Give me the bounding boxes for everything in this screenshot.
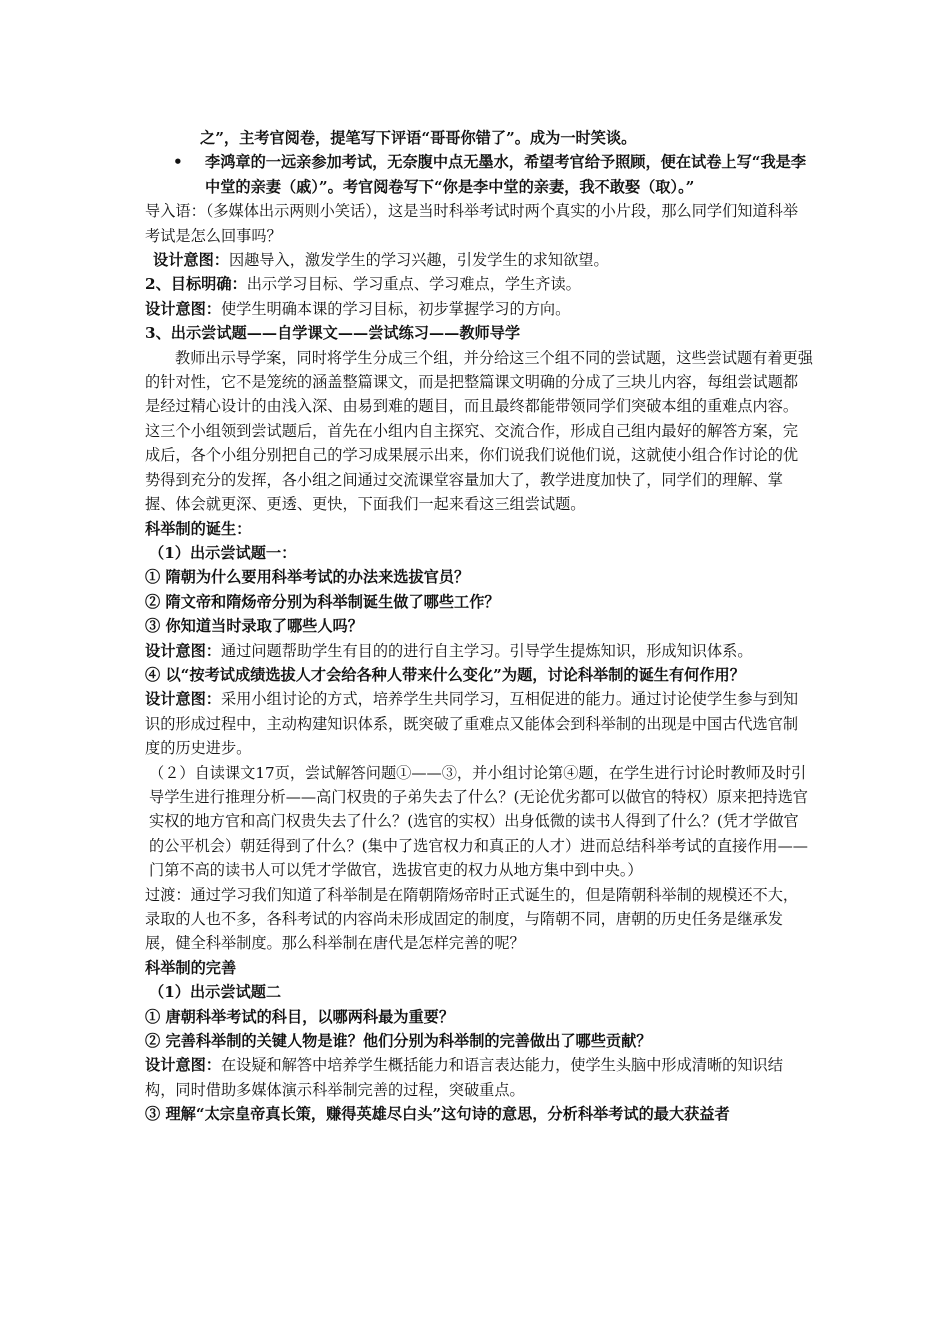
heading-perfection-of-keju: 科举制的完善 [145,958,237,977]
question-4: ④ 以“按考试成绩选拔人才会给各种人带来什么变化”为题，讨论科举制的诞生有何作用？ [145,665,745,684]
design-intent-text: 通过问题帮助学生有目的的进行自主学习。引导学生提炼知识，形成知识体系。 [220,641,753,660]
paragraph-design-intent-4 [145,687,813,760]
paragraph-goal [145,272,813,296]
question-2: ② 隋文帝和隋炀帝分别为科举制诞生做了哪些工作？ [145,592,500,611]
design-intent-label: 设计意图： [153,251,229,270]
paragraph-teacher-guide: 教师出示导学案，同时将学生分成三个组，并分给这三个组不同的尝试题，这些尝试题有着更强的针对性，它不是笼统的涵盖整篇课文，而是把整篇课文明确的分成了三块儿内容，每组尝试题都是经过精心设计的由浅入深、由易到难的题目，而且最终都能带领同学们突破本组的重难点内容。这三个小组领到尝试题后，首先在小组内自主探究、交流合作，形成自己组内最好的解答方案，完成后，各个小组分别把自己的学习成果展示出来，你们说我们说他们说，这就使小组合作讨论的优势得到充分的发挥，各小组之间通过交流课堂容量加大了，教学进度加快了，同学们的理解、掌握、体会就更深、更透、更快，下面我们一起来看这三组尝试题。 [145,348,813,514]
question-tang-3: ③ 理解“太宗皇帝真长策，赚得英雄尽白头”这句诗的意思，分析科举考试的最大获益者 [145,1105,730,1124]
design-intent-text: 使学生明确本课的学习目标，初步掌握学习的方向。 [220,299,571,318]
design-intent-label: 设计意图： [145,299,221,318]
design-intent-label: 设计意图： [145,1056,221,1075]
subheading-question-set-2: （1）出示尝试题二 [149,983,282,1002]
section-heading-3: 3、出示尝试题——自学课文——尝试练习——教师导学 [145,324,521,343]
paragraph-design-intent-5 [145,1053,813,1102]
design-intent-text: 因趣导入，激发学生的学习兴趣，引发学生的求知欲望。 [228,251,609,270]
paragraph-self-reading: （２）自读课文17页，尝试解答问题①——③，并小组讨论第④题，在学生进行讨论时教师及时引导学生进行推理分析——高门权贵的子弟失去了什么？(无论优劣都可以做官的特权）原来把持选官实权的地方官和高门权贵失去了什么？(选官的实权）出身低微的读书人得到了什么？(凭才学做官的公平机会）朝廷得到了什么？(集中了选官权力和真正的人才）进而总结科举考试的直接作用——门第不高的读书人可以凭才学做官，选拔官吏的权力从地方集中到中央。） [149,763,808,880]
goal-label: 2、目标明确： [145,275,247,294]
heading-birth-of-keju: 科举制的诞生： [145,519,252,538]
question-1: ① 隋朝为什么要用科举考试的办法来选拔官员？ [145,568,470,587]
question-tang-1: ① 唐朝科举考试的科目，以哪两科最为重要？ [145,1007,455,1026]
question-3: ③ 你知道当时录取了哪些人吗？ [145,617,363,636]
paragraph-design-intent-2 [145,297,813,321]
design-intent-label: 设计意图： [145,690,221,709]
subheading-question-set-1: （1）出示尝试题一： [149,543,297,562]
design-intent-text: 采用小组讨论的方式，培养学生共同学习，互相促进的能力。通过讨论使学生参与到知识的形成过程中，主动构建知识体系，既突破了重难点又能体会到科举制的出现是中国古代选官制度的历史进步。 [145,690,799,758]
paragraph-transition: 过渡：通过学习我们知道了科举制是在隋朝隋炀帝时正式诞生的，但是隋朝科举制的规模还不大，录取的人也不多，各科考试的内容尚未形成固定的制度，与隋朝不同，唐朝的历史任务是继承发展，健全科举制度。那么科举制在唐代是怎样完善的呢？ [145,885,799,953]
paragraph-intro: 导入语：（多媒体出示两则小笑话），这是当时科举考试时两个真实的小片段，那么同学们知道科举考试是怎么回事吗？ [145,202,799,245]
paragraph-design-intent-3 [145,639,813,663]
bullet-dot-icon: • [173,153,183,172]
paragraph-joke-ending: 之”，主考官阅卷，提笔写下评语“哥哥你错了”。成为一时笑谈。 [200,129,637,147]
bullet-item-li-hongzhang [145,150,813,199]
design-intent-text: 在设疑和解答中培养学生概括能力和语言表达能力，使学生头脑中形成清晰的知识结构，同时借助多媒体演示科举制完善的过程，突破重点。 [145,1056,783,1099]
document-body [145,126,813,1127]
goal-text: 出示学习目标、学习重点、学习难点，学生齐读。 [246,275,581,294]
question-tang-2: ② 完善科举制的关键人物是谁？他们分别为科举制的完善做出了哪些贡献？ [145,1032,652,1051]
paragraph-design-intent-1 [145,248,813,272]
bullet-text: 李鸿章的一远亲参加考试，无奈腹中点无墨水，希望考官给予照顾，便在试卷上写“我是李中堂的亲妻（戚）”。考官阅卷写下“你是李中堂的亲妻，我不敢娶（取）。” [205,153,807,196]
design-intent-label: 设计意图： [145,641,221,660]
